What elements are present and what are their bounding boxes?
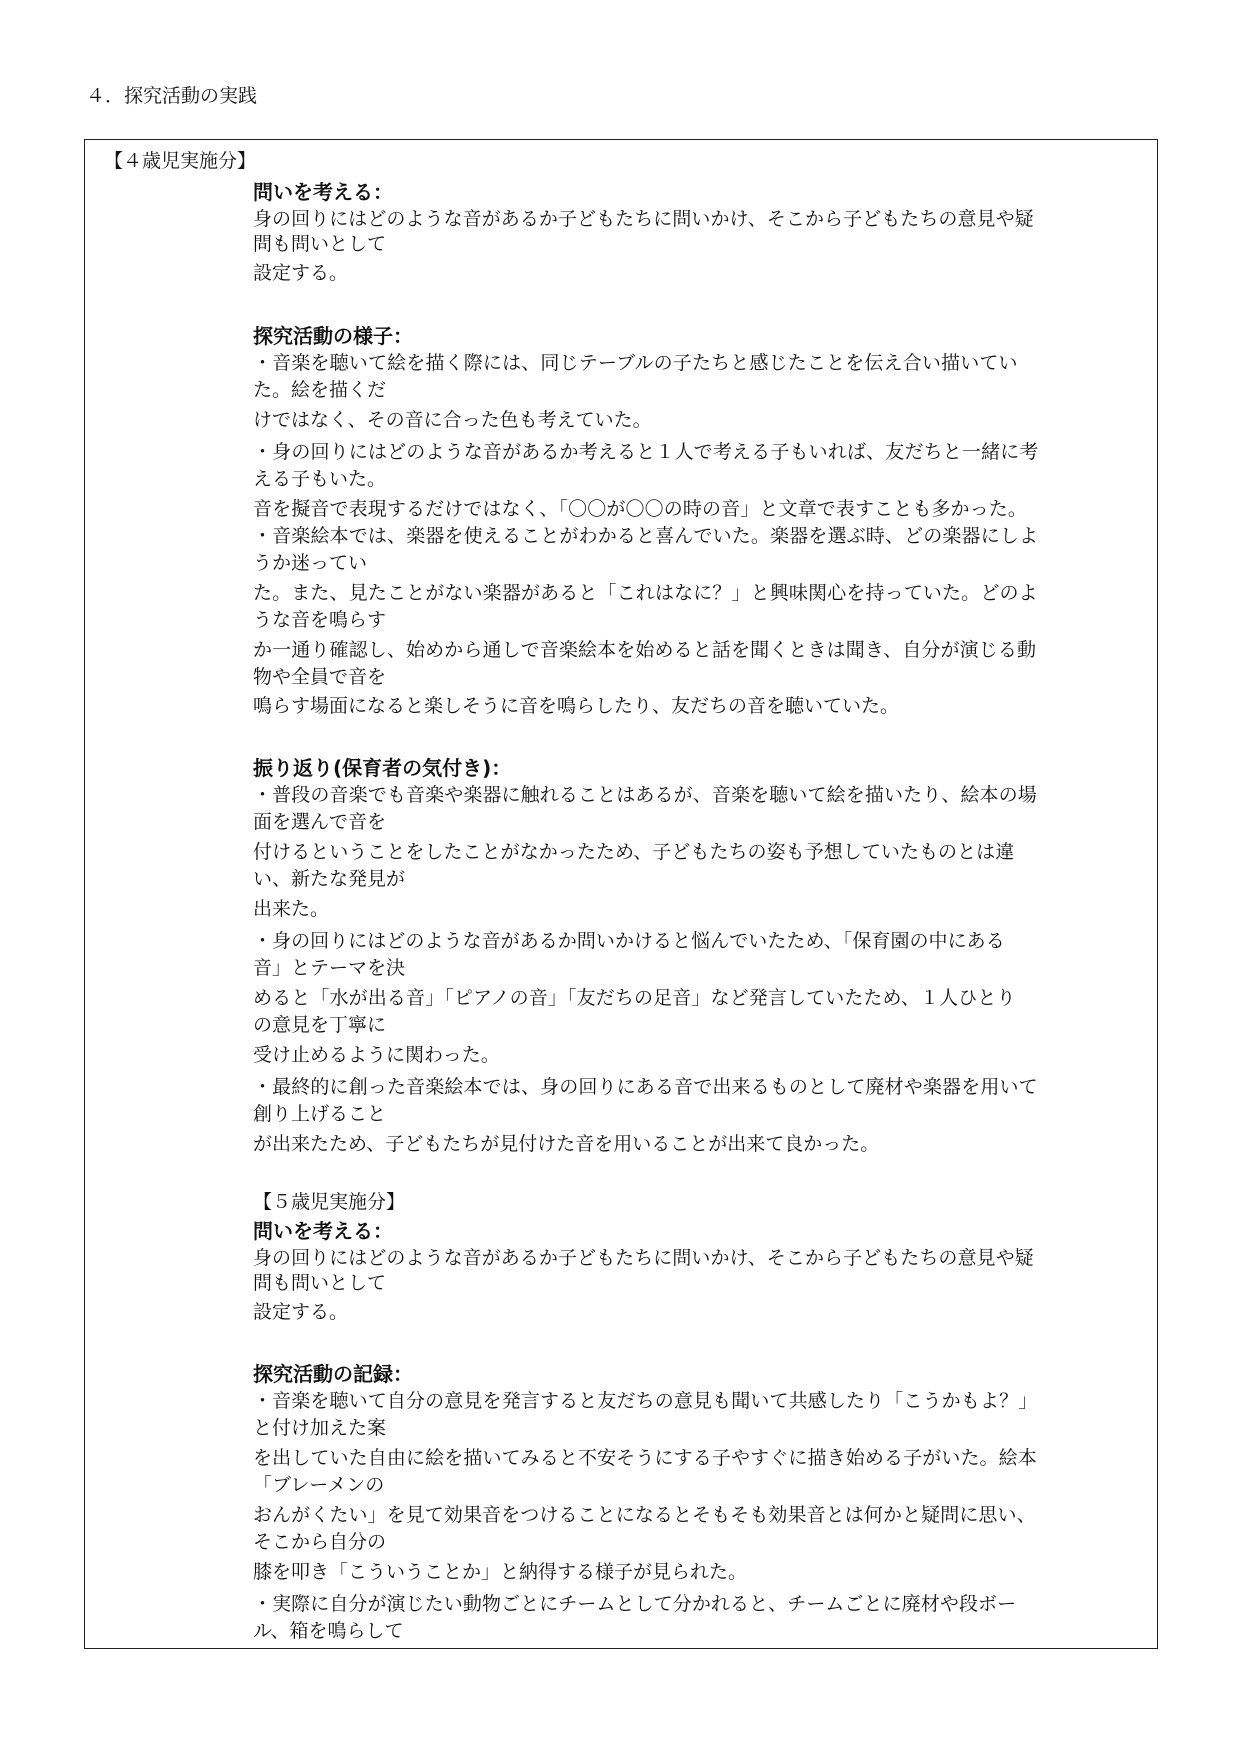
body-line: ・最終的に創った音楽絵本では、身の回りにある音で出来るものとして廃材や楽器を用いて: [253, 1076, 1038, 1098]
body-line: おんがくたい」を見て効果音をつけることになるとそもそも効果音とは何かと疑問に思い、: [253, 1504, 1036, 1526]
body-line: 身の回りにはどのような音があるか子どもたちに問いかけ、そこから子どもたちの意見や疑: [253, 208, 1034, 230]
body-line: ル、箱を鳴らして: [253, 1620, 404, 1642]
body-line: うな音を鳴らす: [253, 609, 387, 631]
body-line: 出来た。: [253, 898, 330, 920]
body-line: 膝を叩き「こういうことか」と納得する様子が見られた。: [253, 1561, 748, 1583]
body-line: そこから自分の: [253, 1531, 387, 1553]
reflection-heading: 振り返り(保育者の気付き)：: [253, 756, 512, 780]
body-line: 問も問いとして: [253, 1272, 387, 1294]
body-line: 設定する。: [253, 262, 349, 284]
body-line: 鳴らす場面になると楽しそうに音を鳴らしたり、友だちの音を聴いていた。: [253, 695, 900, 717]
body-line: 受け止めるように関わった。: [253, 1044, 500, 1066]
body-line: 創り上げること: [253, 1103, 387, 1125]
question-heading: 問いを考える：: [253, 1219, 393, 1243]
body-line: ・普段の音楽でも音楽や楽器に触れることはあるが、音楽を聴いて絵を描いたり、絵本の場: [253, 784, 1037, 806]
body-line: の意見を丁寧に: [253, 1014, 387, 1036]
activity-heading: 探究活動の様子：: [253, 324, 413, 348]
body-line: 付けるということをしたことがなかったため、子どもたちの姿も予想していたものとは違: [253, 841, 1015, 863]
body-line: が出来たため、子どもたちが見付けた音を用いることが出来て良かった。: [253, 1133, 880, 1155]
body-line: を出していた自由に絵を描いてみると不安そうにする子やすぐに描き始める子がいた。絵本: [253, 1447, 1037, 1469]
age4-section-label: 【４歳児実施分】: [104, 150, 257, 172]
body-line: ・音楽を聴いて絵を描く際には、同じテーブルの子たちと感じたことを伝え合い描いてい: [253, 352, 1018, 374]
body-line: ・音楽を聴いて自分の意見を発言すると友だちの意見も聞いて共感したり「こうかもよ？」: [253, 1390, 1038, 1412]
body-line: 音」とテーマを決: [253, 957, 406, 979]
body-line: 設定する。: [253, 1301, 349, 1323]
body-line: 問も問いとして: [253, 233, 387, 255]
body-line: い、新たな発見が: [253, 868, 406, 890]
body-line: 「ブレーメンの: [253, 1474, 385, 1496]
body-line: ・音楽絵本では、楽器を使えることがわかると喜んでいた。楽器を選ぶ時、どの楽器にしよ: [253, 525, 1039, 547]
body-line: 面を選んで音を: [253, 811, 387, 833]
body-line: ・身の回りにはどのような音があるか考えると１人で考える子もいれば、友だちと一緒に考: [253, 441, 1039, 463]
body-line: ・身の回りにはどのような音があるか問いかけると悩んでいたため、「保育園の中にある: [253, 930, 1005, 952]
record-heading: 探究活動の記録：: [253, 1362, 413, 1386]
question-heading: 問いを考える：: [253, 180, 393, 204]
body-line: と付け加えた案: [253, 1417, 387, 1439]
section-heading: ４．探究活動の実践: [86, 85, 258, 107]
body-line: うか迷ってい: [253, 552, 368, 574]
age5-section-label: 【５歳児実施分】: [253, 1191, 406, 1213]
body-line: 音を擬音で表現するだけではなく、「〇〇が〇〇の時の音」と文章で表すことも多かった。: [253, 498, 1028, 520]
body-line: た。絵を描くだ: [253, 379, 387, 401]
body-line: めると「水が出る音」「ピアノの音」「友だちの足音」など発言していたため、１人ひとり: [253, 987, 1016, 1009]
body-line: か一通り確認し、始めから通しで音楽絵本を始めると話を聞くときは聞き、自分が演じる動: [253, 639, 1037, 661]
body-line: ・実際に自分が演じたい動物ごとにチームとして分かれると、チームごとに廃材や段ボー: [253, 1593, 1017, 1615]
body-line: けではなく、その音に合った色も考えていた。: [253, 409, 652, 431]
body-line: 身の回りにはどのような音があるか子どもたちに問いかけ、そこから子どもたちの意見や疑: [253, 1247, 1034, 1269]
body-line: た。また、見たことがない楽器があると「これはなに？」と興味関心を持っていた。どのよ: [253, 582, 1038, 604]
body-line: える子もいた。: [253, 468, 387, 490]
body-line: 物や全員で音を: [253, 666, 387, 688]
